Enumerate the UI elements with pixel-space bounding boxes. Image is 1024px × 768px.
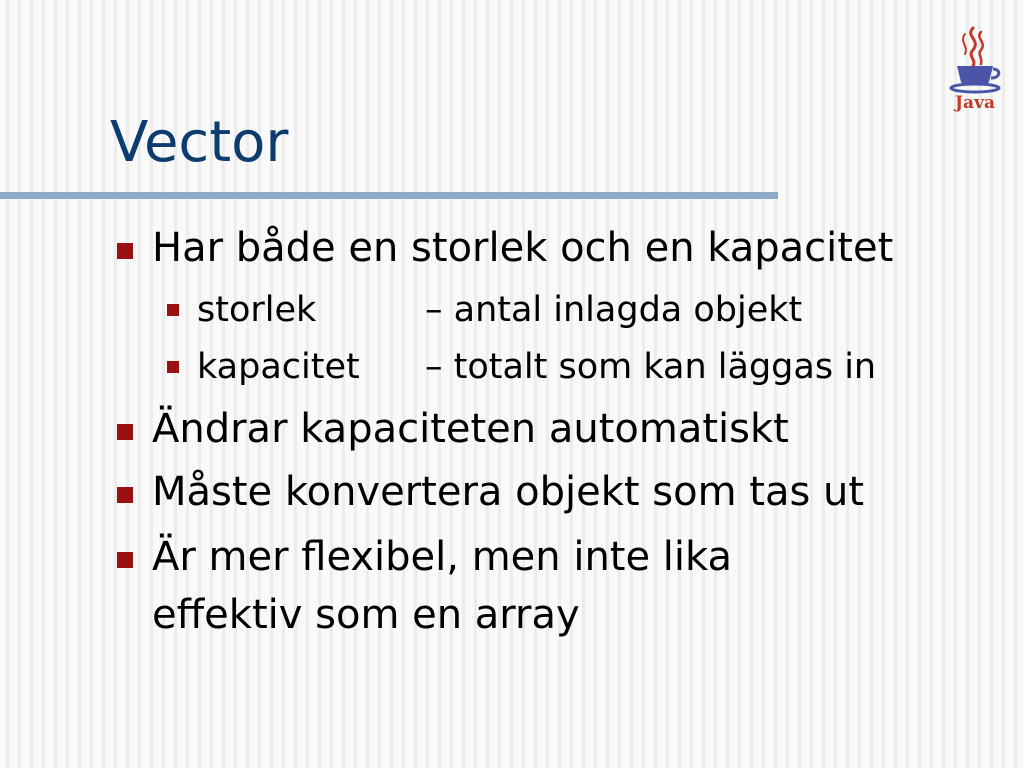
- java-logo-text: Java: [955, 93, 995, 113]
- square-bullet-icon: [117, 243, 133, 259]
- java-coffee-cup-logo-icon: [943, 24, 1007, 96]
- bullet-item: Måste konvertera objekt som tas ut: [152, 469, 865, 515]
- sub-bullet-desc: – antal inlagda objekt: [425, 290, 803, 330]
- bullet-item-line2: effektiv som en array: [152, 592, 580, 638]
- slide-title: Vector: [110, 110, 289, 175]
- sub-bullet-item: [197, 285, 802, 335]
- bullet-item-line1: Är mer flexibel, men inte lika: [152, 534, 732, 580]
- bullet-item: Ändrar kapaciteten automatiskt: [152, 406, 789, 452]
- square-bullet-icon: [117, 487, 133, 503]
- sub-bullet-term: kapacitet: [197, 347, 360, 387]
- sub-bullet-desc: – totalt som kan läggas in: [425, 347, 877, 387]
- bullet-item: Har både en storlek och en kapacitet: [152, 225, 894, 271]
- sub-bullet-term: storlek: [197, 290, 317, 330]
- title-underline-rule: [0, 192, 778, 199]
- square-bullet-icon: [117, 552, 133, 568]
- square-bullet-icon: [117, 424, 133, 440]
- square-bullet-icon: [167, 304, 179, 316]
- square-bullet-icon: [167, 361, 179, 373]
- sub-bullet-item: [197, 342, 876, 392]
- java-logo: [943, 24, 1007, 120]
